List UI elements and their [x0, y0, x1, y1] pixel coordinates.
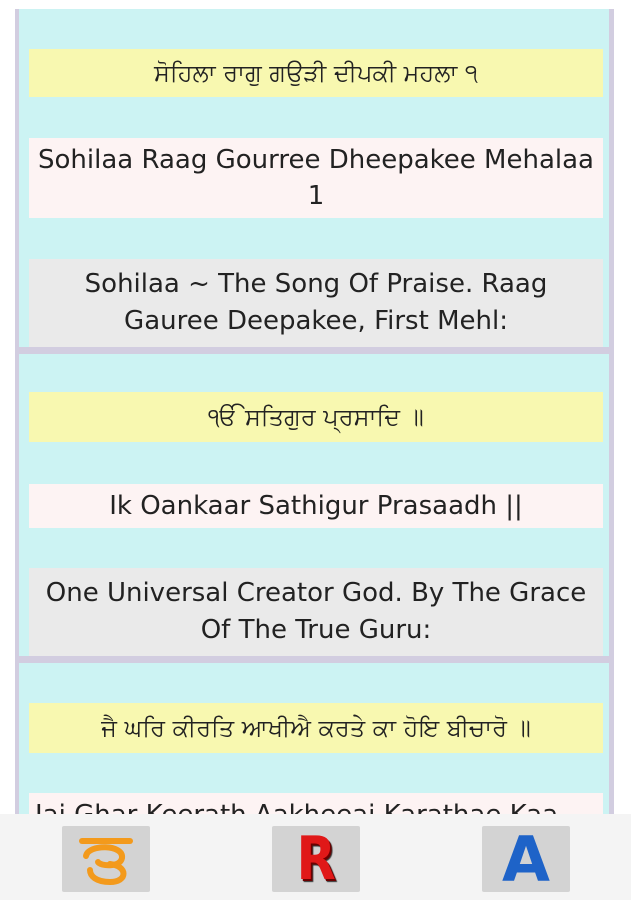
transliteration-line: Ik Oankaar Sathigur Prasaadh ||	[29, 484, 603, 528]
gurmukhi-line: ੴ ਸਤਿਗੁਰ ਪ੍ਰਸਾਦਿ ॥	[29, 392, 603, 442]
gurmukhi-line: ਜੈ ਘਰਿ ਕੀਰਤਿ ਆਖੀਐ ਕਰਤੇ ਕਾ ਹੋਇ ਬੀਚਾਰੋ ॥	[29, 703, 603, 753]
romanized-toggle-button[interactable]	[272, 826, 360, 892]
verse-card[interactable]	[19, 9, 609, 347]
english-toggle-button[interactable]	[482, 822, 570, 896]
verse-card[interactable]	[19, 663, 609, 823]
bottom-toolbar	[0, 814, 631, 900]
transliteration-line: Sohilaa Raag Gourree Dheepakee Mehalaa 1	[29, 138, 603, 218]
romanized-button-label: R	[296, 824, 336, 894]
gurmukhi-toggle-button[interactable]	[62, 826, 150, 892]
verse-card[interactable]	[19, 354, 609, 656]
translation-line: One Universal Creator God. By The Grace Of The True Guru:	[29, 568, 603, 656]
english-button-label: A	[502, 822, 550, 896]
verse-scroll-area[interactable]	[15, 9, 614, 814]
translation-line: Sohilaa ~ The Song Of Praise. Raag Gauree Deepakee, First Mehl:	[29, 259, 603, 347]
gurmukhi-line: ਸੋਹਿਲਾ ਰਾਗੁ ਗਉੜੀ ਦੀਪਕੀ ਮਹਲਾ ੧	[29, 49, 603, 97]
gurmukhi-ura-icon	[76, 832, 136, 886]
